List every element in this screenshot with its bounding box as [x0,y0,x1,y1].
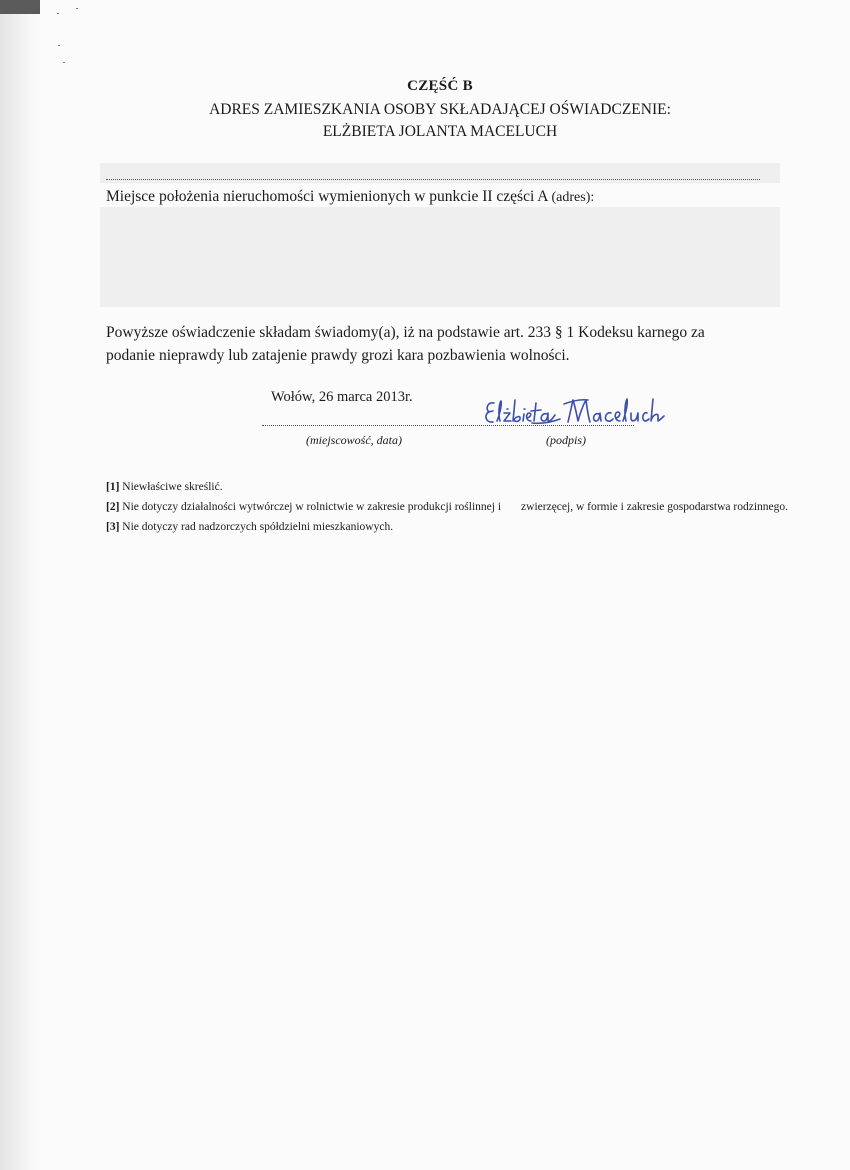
redaction-band [100,163,780,183]
footnote-3 [106,520,796,534]
signature-dotted-line [262,425,634,426]
scan-edge [0,0,40,1170]
place-and-date: Wołów, 26 marca 2013r. [271,389,413,405]
footnote-text: Nie dotyczy działalności wytwórczej w rolnictwie w zakresie produkcji roślinnej i [122,501,502,513]
property-location-suffix: (adres): [551,190,595,205]
footnote-number: [2] [106,501,120,513]
scan-speck [76,8,78,9]
footnotes [106,480,796,540]
property-location-text: Miejsce położenia nieruchomości wymienionych w punkcie II części A [106,188,548,205]
part-title: CZĘŚĆ B [407,78,473,94]
footnote-1 [106,480,796,494]
scan-speck [63,62,65,63]
footnote-text: Nie dotyczy rad nadzorczych spółdzielni mieszkaniowych. [122,521,394,533]
footnote-text-continued: zwierzęcej, w formie i zakresie gospodarstwa rodzinnego. [521,501,788,513]
property-location-label [106,188,594,206]
declaration-statement [106,321,786,367]
statement-line: podanie nieprawdy lub zatajenie prawdy grozi kara pozbawienia wolności. [106,347,570,364]
footnote-text: Niewłaściwe skreślić. [122,481,223,493]
section-subtitle: ADRES ZAMIESZKANIA OSOBY SKŁADAJĄCEJ OŚWIADCZENIE: [209,101,671,118]
statement-line: Powyższe oświadczenie składam świadomy(a), iż na podstawie art. 233 § 1 Kodeksu karnego za [106,324,705,341]
footnote-number: [3] [106,521,120,533]
footnote-number: [1] [106,481,120,493]
footnote-2 [106,500,796,514]
redaction-band [100,207,780,307]
scan-speck [58,45,60,46]
declarant-name: ELŻBIETA JOLANTA MACELUCH [322,123,558,140]
address-dotted-line [106,179,760,180]
scan-speck [57,13,59,14]
caption-place-date: (miejscowość, data) [306,433,402,447]
scan-corner-mark [0,0,40,14]
caption-signature: (podpis) [546,433,586,447]
